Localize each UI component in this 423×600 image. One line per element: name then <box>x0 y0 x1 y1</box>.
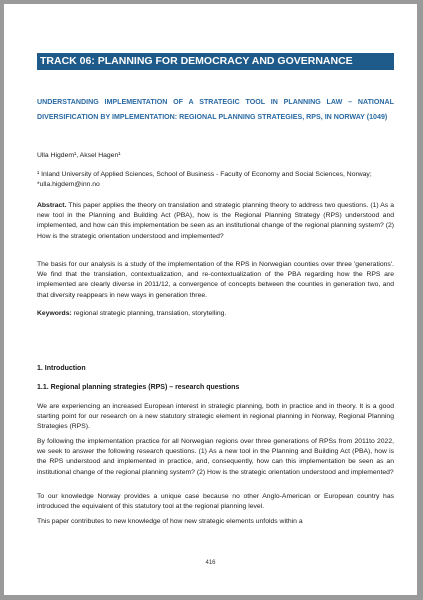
abstract-paragraph <box>37 201 394 242</box>
authors: Ulla Higdem¹, Aksel Hagen¹ <box>37 152 121 159</box>
document-page <box>4 4 417 595</box>
section-heading: 1. Introduction <box>37 365 86 372</box>
body-paragraph: By following the implementation practice for all Norwegian regions over three generations of RPSs from 2011to 2022, we seek to answer the following research questions. (1) As a new tool in the Planning and Building Act (PBA), how is the RPS understood and implemented in practice, and, consequently, how can this implementation be seen as an institutional change of the regional planning system? (2) How is the strategic orientation understood and implemented? <box>37 438 394 476</box>
abstract-text: This paper applies the theory on translation and strategic planning theory to address two questions. (1) As a new tool in the Planning and Building Act (PBA), how is the Regional Planning Strategy (RPS) understood and implemented, and how can this implementation be seen as an institutional change of the regional planning system? (2) How is the strategic orientation understood and implemented? <box>37 202 394 240</box>
body-paragraph: We are experiencing an increased European interest in strategic planning, both in practice and in theory. It is a good starting point for our research on a new statutory strategic element in regional planning in Norway, Regional Planning Strategies (RPS). <box>37 403 394 431</box>
keywords-line <box>37 309 394 319</box>
subsection-heading: 1.1. Regional planning strategies (RPS) – research questions <box>37 384 240 391</box>
page-number: 416 <box>205 560 216 566</box>
track-banner: TRACK 06: PLANNING FOR DEMOCRACY AND GOVERNANCE <box>37 53 394 70</box>
keywords-label: Keywords: <box>37 310 72 317</box>
body-paragraph: This paper contributes to new knowledge of how new strategic elements unfolds within a <box>37 518 303 525</box>
paper-title: UNDERSTANDING IMPLEMENTATION OF A STRATEGIC TOOL IN PLANNING LAW – NATIONAL DIVERSIFICATION BY IMPLEMENTATION: REGIONAL PLANNING STRATEGIES, RPS, IN NORWAY (1049) <box>37 98 394 121</box>
abstract-label: Abstract. <box>37 202 67 209</box>
keywords-text: regional strategic planning, translation, storytelling. <box>73 310 227 317</box>
body-paragraph: To our knowledge Norway provides a unique case because no other Anglo-American or European country has introduced the equivalent of this statutory tool at the regional planning level. <box>37 493 394 511</box>
affiliation: ¹ Inland University of Applied Sciences, School of Business - Faculty of Economy and Social Sciences, Norway; *ulla.higdem@inn.no <box>37 171 372 188</box>
abstract-paragraph-2: The basis for our analysis is a study of the implementation of the RPS in Norwegian counties over three 'generations'. We find that the translation, contextualization, and re-contextualization of the PBA regarding how the RPS are implemented are clearly diverse in 2011/12, a convergence of concepts between the counties in generation two, and that diversity reappears in new ways in generation three. <box>37 261 394 299</box>
